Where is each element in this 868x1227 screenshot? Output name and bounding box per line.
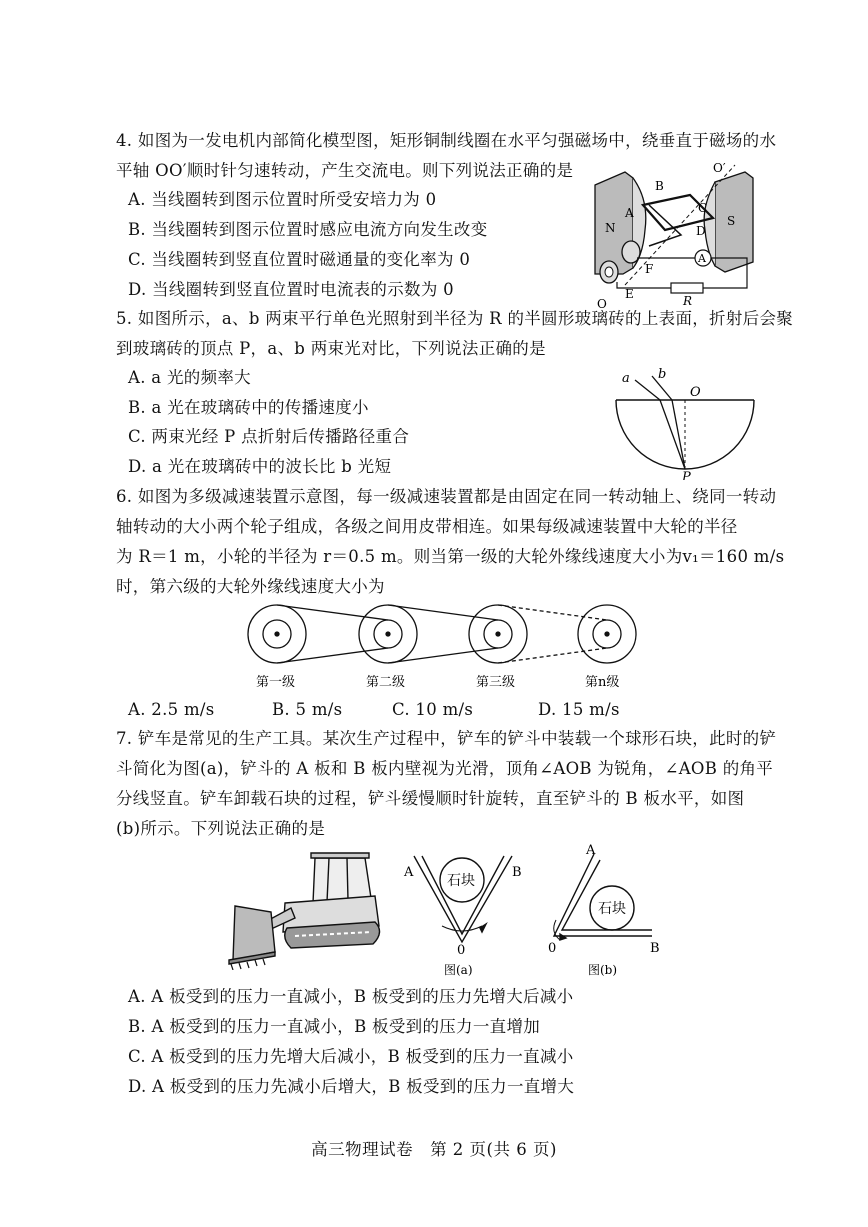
q4-option-b[interactable]: B. 当线圈转到图示位置时感应电流方向发生改变: [128, 220, 488, 239]
vertex-label-p: P: [682, 470, 691, 480]
ammeter-label: A: [698, 252, 706, 265]
q6-stem-line3: 为 R＝1 m，小轮的半径为 r＝0.5 m。则当第一级的大轮外缘线速度大小为v₁＝160 m/s: [116, 547, 785, 566]
q7-option-d[interactable]: D. A 板受到的压力先减小后增大，B 板受到的压力一直增大: [128, 1077, 575, 1096]
south-label: S: [727, 214, 736, 228]
q7-stem-line4: (b)所示。下列说法正确的是: [116, 819, 326, 838]
vertex-label-fig-a: 0: [457, 943, 466, 958]
q7-option-a[interactable]: A. A 板受到的压力一直减小，B 板受到的压力先增大后减小: [128, 987, 574, 1006]
q5-stem-line1: 5. 如图所示，a、b 两束平行单色光照射到半径为 R 的半圆形玻璃砖的上表面，折射后会聚: [116, 309, 794, 328]
q4-option-a[interactable]: A. 当线圈转到图示位置时所受安培力为 0: [128, 190, 437, 209]
stage-label-1: 第一级: [256, 675, 296, 690]
stone-label-a: 石块: [447, 873, 475, 889]
stage-label-3: 第三级: [476, 675, 516, 690]
plate-label-b-fig-a: B: [512, 865, 522, 880]
q6-option-b[interactable]: B. 5 m/s: [272, 700, 343, 719]
brush-label-f: F: [645, 262, 654, 276]
q5-option-c[interactable]: C. 两束光经 P 点折射后传播路径重合: [128, 427, 410, 446]
plate-label-b-fig-b: B: [650, 941, 660, 956]
stone-label-b: 石块: [598, 901, 626, 917]
resistor: [671, 283, 703, 293]
resistor-label: R: [683, 294, 693, 308]
q4-stem-line2: 平轴 OO′顺时针匀速转动，产生交流电。则下列说法正确的是: [116, 161, 574, 180]
bucket-figure-b: [540, 840, 670, 978]
caption-fig-b: 图(b): [588, 963, 618, 977]
ray-label-a: a: [622, 371, 630, 386]
ray-label-b: b: [658, 367, 667, 382]
q6-stem-line4: 时，第六级的大轮外缘线速度大小为: [116, 577, 385, 596]
q6-option-c[interactable]: C. 10 m/s: [392, 700, 474, 719]
reduction-gear-figure: [240, 598, 660, 693]
q6-stem-line1: 6. 如图为多级减速装置示意图，每一级减速装置都是由固定在同一转动轴上、绕同一转动: [116, 487, 777, 506]
north-label: N: [605, 221, 616, 235]
axis-label-o-prime: O′: [713, 161, 726, 175]
center-label-o: O: [690, 385, 701, 400]
semicircle-glass: [616, 400, 754, 469]
q6-option-a[interactable]: A. 2.5 m/s: [128, 700, 215, 719]
coil-label-c: C: [698, 201, 708, 215]
bucket-figure-a: [402, 848, 532, 978]
q7-stem-line1: 7. 铲车是常见的生产工具。某次生产过程中，铲车的铲斗中装载一个球形石块，此时的铲: [116, 729, 777, 748]
q7-stem-line3: 分线竖直。铲车卸载石块的过程，铲斗缓慢顺时针旋转，直至铲斗的 B 板水平，如图: [116, 789, 745, 808]
q4-option-d[interactable]: D. 当线圈转到竖直位置时电流表的示数为 0: [128, 280, 454, 299]
stage-label-n: 第n级: [585, 675, 620, 690]
q7-option-c[interactable]: C. A 板受到的压力先增大后减小，B 板受到的压力一直减小: [128, 1047, 574, 1066]
q4-option-c[interactable]: C. 当线圈转到竖直位置时磁通量的变化率为 0: [128, 250, 471, 269]
stage-label-2: 第二级: [366, 675, 406, 690]
plate-label-a-fig-a: A: [404, 865, 414, 880]
q5-option-a[interactable]: A. a 光的频率大: [128, 368, 251, 387]
glass-brick-figure: [610, 360, 760, 480]
axis-label-o: O: [597, 297, 607, 310]
q6-stem-line2: 轴转动的大小两个轮子组成，各级之间用皮带相连。如果每级减速装置中大轮的半径: [116, 517, 738, 536]
q5-stem-line2: 到玻璃砖的顶点 P，a、b 两束光对比，下列说法正确的是: [116, 339, 546, 358]
generator-figure: [585, 160, 760, 310]
q4-stem-line1: 4. 如图为一发电机内部简化模型图，矩形铜制线圈在水平匀强磁场中，绕垂直于磁场的水: [116, 131, 777, 150]
q5-option-d[interactable]: D. a 光在玻璃砖中的波长比 b 光短: [128, 457, 392, 476]
coil-label-d: D: [696, 224, 706, 238]
caption-fig-a: 图(a): [444, 963, 473, 977]
q7-stem-line2: 斗简化为图(a)，铲斗的 A 板和 B 板内壁视为光滑，顶角∠AOB 为锐角，∠AOB 的角平: [116, 759, 774, 778]
vertex-label-fig-b: 0: [548, 941, 557, 956]
coil-label-b: B: [655, 179, 664, 193]
coil-label-a: A: [625, 206, 634, 220]
q5-option-b[interactable]: B. a 光在玻璃砖中的传播速度小: [128, 398, 369, 417]
q6-option-d[interactable]: D. 15 m/s: [538, 700, 620, 719]
loader-picture: [225, 848, 385, 970]
q7-option-b[interactable]: B. A 板受到的压力一直减小，B 板受到的压力一直增加: [128, 1017, 541, 1036]
page-footer: 高三物理试卷 第 2 页(共 6 页): [311, 1140, 557, 1159]
brush-label-e: E: [625, 287, 634, 301]
plate-label-a-fig-b: A: [586, 843, 596, 858]
